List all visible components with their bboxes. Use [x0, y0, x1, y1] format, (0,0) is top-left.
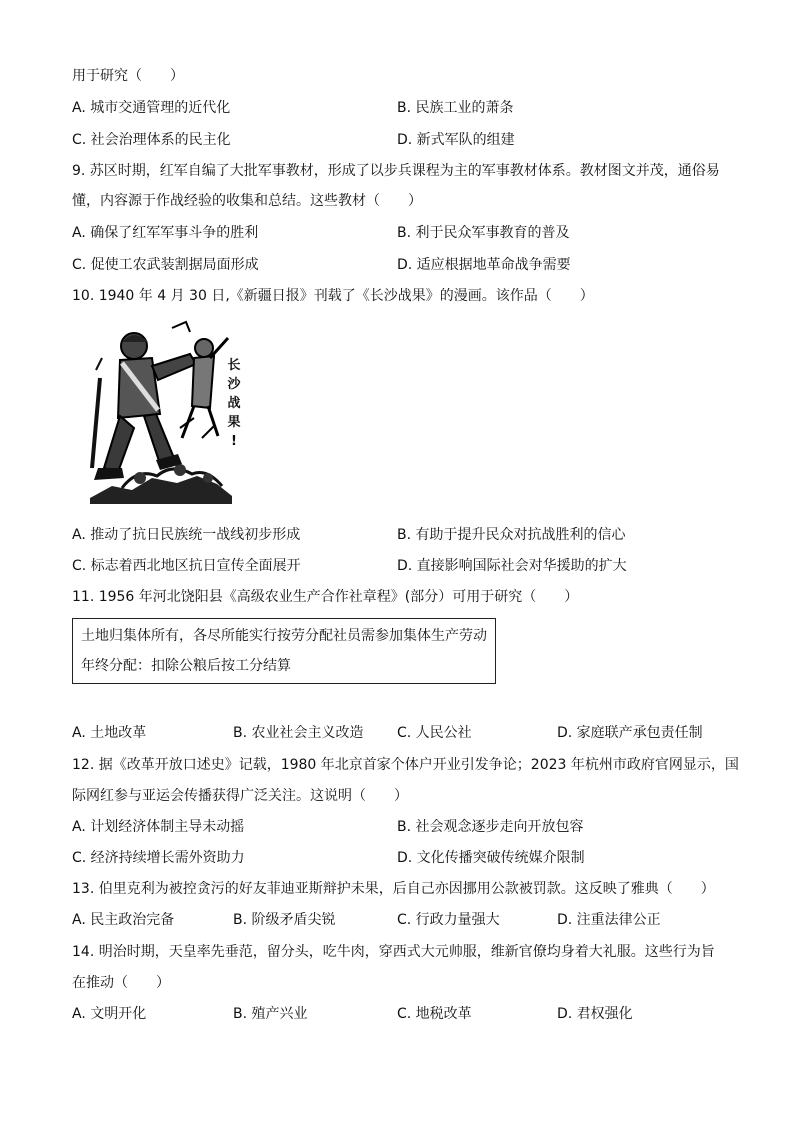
- q9-option-a[interactable]: A. 确保了红军军事斗争的胜利: [72, 225, 259, 241]
- charter-excerpt-line2: 年终分配：扣除公粮后按工分结算: [81, 658, 291, 674]
- q11-option-a[interactable]: A. 土地改革: [72, 725, 147, 741]
- q11-option-d[interactable]: D. 家庭联产承包责任制: [557, 725, 703, 741]
- question-10-stem: 10. 1940 年 4 月 30 日,《新疆日报》刊载了《长沙战果》的漫画。该作品（ ）: [72, 288, 594, 304]
- question-14-stem-line2: 在推动（ ）: [72, 975, 170, 991]
- q14-option-a[interactable]: A. 文明开化: [72, 1006, 147, 1022]
- q13-option-c[interactable]: C. 行政力量强大: [397, 912, 500, 928]
- cartoon-caption-char: 沙: [227, 377, 241, 392]
- cartoon-caption-char: 长: [227, 358, 241, 373]
- q12-option-b[interactable]: B. 社会观念逐步走向开放包容: [397, 819, 584, 835]
- q10-option-a[interactable]: A. 推动了抗日民族统一战线初步形成: [72, 527, 301, 543]
- cartoon-caption-char: !: [231, 434, 237, 449]
- q12-option-d[interactable]: D. 文化传播突破传统媒介限制: [397, 850, 585, 866]
- question-12-stem-line1: 12. 据《改革开放口述史》记载，1980 年北京首家个体户开业引发争论；2023 年杭州市政府官网显示，国: [72, 757, 739, 773]
- q14-option-b[interactable]: B. 殖产兴业: [233, 1006, 308, 1022]
- q12-option-c[interactable]: C. 经济持续增长需外资助力: [72, 850, 245, 866]
- question-9-stem-line1: 9. 苏区时期，红军自编了大批军事教材，形成了以步兵课程为主的军事教材体系。教材图文并茂，通俗易: [72, 163, 720, 179]
- q11-option-c[interactable]: C. 人民公社: [397, 725, 472, 741]
- question-9-stem-line2: 懂，内容源于作战经验的收集和总结。这些教材（ ）: [72, 193, 422, 209]
- q14-option-c[interactable]: C. 地税改革: [397, 1006, 472, 1022]
- question-11-stem: 11. 1956 年河北饶阳县《高级农业生产合作社章程》(部分）可用于研究（ ）: [72, 589, 579, 605]
- q9-option-c[interactable]: C. 促使工农武装割据局面形成: [72, 257, 259, 273]
- question-13-stem: 13. 伯里克利为被控贪污的好友菲迪亚斯辩护未果，后自己亦因挪用公款被罚款。这反映了雅典（ ）: [72, 881, 715, 897]
- q13-option-a[interactable]: A. 民主政治完备: [72, 912, 175, 928]
- q8-option-c[interactable]: C. 社会治理体系的民主化: [72, 132, 231, 148]
- q10-option-d[interactable]: D. 直接影响国际社会对华援助的扩大: [397, 558, 627, 574]
- charter-excerpt-box: [72, 618, 496, 684]
- q12-option-a[interactable]: A. 计划经济体制主导未动摇: [72, 819, 245, 835]
- cartoon-caption-char: 果: [227, 415, 241, 430]
- q8-option-d[interactable]: D. 新式军队的组建: [397, 132, 515, 148]
- question-8-stem-tail: 用于研究（ ）: [72, 68, 184, 84]
- cartoon-caption-char: 战: [227, 396, 241, 411]
- q10-option-c[interactable]: C. 标志着西北地区抗日宣传全面展开: [72, 558, 301, 574]
- q13-option-b[interactable]: B. 阶级矛盾尖锐: [233, 912, 336, 928]
- q9-option-b[interactable]: B. 利于民众军事教育的普及: [397, 225, 570, 241]
- q14-option-d[interactable]: D. 君权强化: [557, 1006, 633, 1022]
- cartoon-caption: [222, 356, 246, 451]
- q11-option-b[interactable]: B. 农业社会主义改造: [233, 725, 364, 741]
- q9-option-d[interactable]: D. 适应根据地革命战争需要: [397, 257, 571, 273]
- question-12-stem-line2: 际网红参与亚运会传播获得广泛关注。这说明（ ）: [72, 788, 408, 804]
- charter-excerpt-line1: 土地归集体所有，各尽所能实行按劳分配社员需参加集体生产劳动: [81, 628, 487, 644]
- question-14-stem-line1: 14. 明治时期，天皇率先垂范，留分头，吃牛肉，穿西式大元帅服，维新官僚均身着大礼服。这些行为旨: [72, 944, 715, 960]
- q8-option-b[interactable]: B. 民族工业的萧条: [397, 100, 514, 116]
- q13-option-d[interactable]: D. 注重法律公正: [557, 912, 661, 928]
- q10-option-b[interactable]: B. 有助于提升民众对抗战胜利的信心: [397, 527, 626, 543]
- q8-option-a[interactable]: A. 城市交通管理的近代化: [72, 100, 231, 116]
